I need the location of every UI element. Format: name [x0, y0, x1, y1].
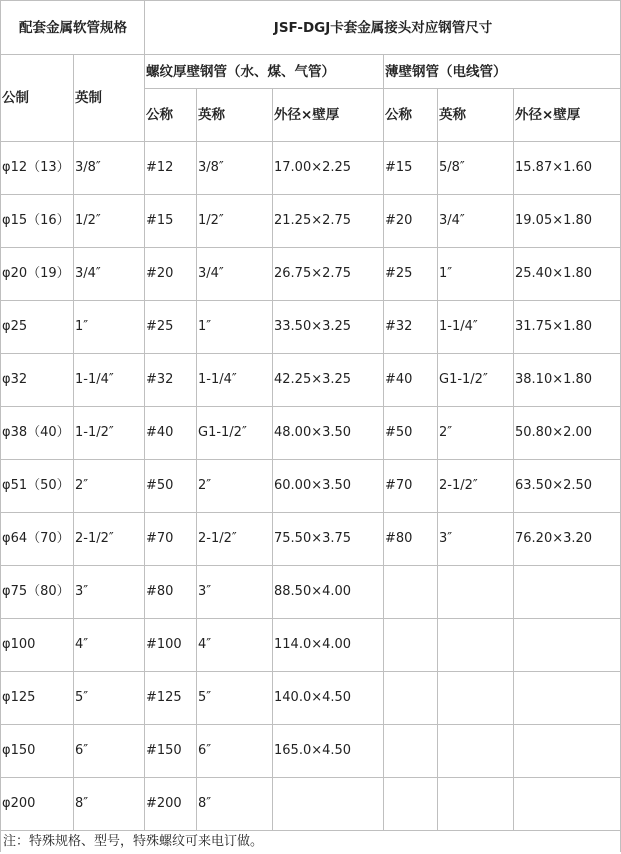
- thin-od-cell: [514, 619, 621, 672]
- thick-od-cell: 75.50×3.75: [273, 513, 384, 566]
- metric-cell: φ51（50）: [1, 460, 74, 513]
- table-row: [1, 725, 621, 778]
- thick-inch-cell: 1″: [197, 301, 273, 354]
- thick-od-cell: 33.50×3.25: [273, 301, 384, 354]
- thick-nominal-cell: #40: [145, 407, 197, 460]
- thick-inch-cell: 2″: [197, 460, 273, 513]
- thin-nominal-cell: #32: [384, 301, 438, 354]
- table-row: [1, 354, 621, 407]
- imperial-cell: 8″: [74, 778, 145, 831]
- thin-od-cell: 19.05×1.80: [514, 195, 621, 248]
- thin-od-cell: [514, 566, 621, 619]
- thin-inch-cell: 2″: [438, 407, 514, 460]
- thick-inch-cell: 8″: [197, 778, 273, 831]
- imperial-cell: 3/8″: [74, 142, 145, 195]
- table-row: [1, 778, 621, 831]
- thin-od-cell: 63.50×2.50: [514, 460, 621, 513]
- thick-od-cell: 88.50×4.00: [273, 566, 384, 619]
- imperial-cell: 2″: [74, 460, 145, 513]
- thick-nominal-cell: #200: [145, 778, 197, 831]
- thick-od-header: 外径×壁厚: [273, 89, 384, 142]
- thin-od-cell: 38.10×1.80: [514, 354, 621, 407]
- thin-nominal-cell: [384, 619, 438, 672]
- thick-nominal-cell: #32: [145, 354, 197, 407]
- col-metric-header: 公制: [1, 55, 74, 142]
- thick-od-cell: 114.0×4.00: [273, 619, 384, 672]
- table-row: [1, 248, 621, 301]
- thick-od-cell: 165.0×4.50: [273, 725, 384, 778]
- thin-inch-cell: [438, 725, 514, 778]
- metric-cell: φ64（70）: [1, 513, 74, 566]
- thin-nominal-cell: [384, 725, 438, 778]
- thin-inch-cell: 1-1/4″: [438, 301, 514, 354]
- right-title: JSF-DGJ卡套金属接头对应钢管尺寸: [145, 1, 621, 55]
- col-imperial-header: 英制: [74, 55, 145, 142]
- imperial-cell: 2-1/2″: [74, 513, 145, 566]
- thin-nominal-cell: #50: [384, 407, 438, 460]
- thick-od-cell: 140.0×4.50: [273, 672, 384, 725]
- thin-nominal-cell: [384, 566, 438, 619]
- thin-od-cell: [514, 725, 621, 778]
- metric-cell: φ200: [1, 778, 74, 831]
- thin-inch-cell: [438, 566, 514, 619]
- thin-od-cell: [514, 672, 621, 725]
- thick-od-cell: 60.00×3.50: [273, 460, 384, 513]
- imperial-cell: 4″: [74, 619, 145, 672]
- table-row: [1, 460, 621, 513]
- table-row: [1, 672, 621, 725]
- table-row: [1, 195, 621, 248]
- thick-nominal-cell: #12: [145, 142, 197, 195]
- thin-nominal-cell: #40: [384, 354, 438, 407]
- thick-inch-cell: G1-1/2″: [197, 407, 273, 460]
- thin-nominal-cell: #25: [384, 248, 438, 301]
- thick-inch-header: 英称: [197, 89, 273, 142]
- thick-od-cell: 21.25×2.75: [273, 195, 384, 248]
- thick-od-cell: [273, 778, 384, 831]
- group-thick-wall: 螺纹厚壁钢管（水、煤、气管）: [145, 55, 384, 89]
- imperial-cell: 3/4″: [74, 248, 145, 301]
- thick-inch-cell: 6″: [197, 725, 273, 778]
- thin-inch-cell: 3/4″: [438, 195, 514, 248]
- thin-nominal-cell: [384, 672, 438, 725]
- metric-cell: φ15（16）: [1, 195, 74, 248]
- thick-nominal-cell: #50: [145, 460, 197, 513]
- table-row: [1, 142, 621, 195]
- note-row: [1, 831, 621, 853]
- metric-cell: φ150: [1, 725, 74, 778]
- thin-inch-cell: 2-1/2″: [438, 460, 514, 513]
- imperial-cell: 3″: [74, 566, 145, 619]
- thick-od-cell: 48.00×3.50: [273, 407, 384, 460]
- thick-nominal-cell: #125: [145, 672, 197, 725]
- thin-od-cell: 31.75×1.80: [514, 301, 621, 354]
- thin-inch-cell: G1-1/2″: [438, 354, 514, 407]
- thin-od-header: 外径×壁厚: [514, 89, 621, 142]
- imperial-cell: 1/2″: [74, 195, 145, 248]
- thin-inch-cell: [438, 672, 514, 725]
- table-row: [1, 566, 621, 619]
- thin-od-cell: [514, 778, 621, 831]
- thick-nominal-cell: #70: [145, 513, 197, 566]
- thin-nominal-header: 公称: [384, 89, 438, 142]
- thick-inch-cell: 2-1/2″: [197, 513, 273, 566]
- thin-od-cell: 76.20×3.20: [514, 513, 621, 566]
- metric-cell: φ125: [1, 672, 74, 725]
- thin-inch-cell: 5/8″: [438, 142, 514, 195]
- imperial-cell: 1-1/2″: [74, 407, 145, 460]
- left-title: 配套金属软管规格: [1, 1, 145, 55]
- metric-cell: φ20（19）: [1, 248, 74, 301]
- thick-inch-cell: 1/2″: [197, 195, 273, 248]
- metric-cell: φ38（40）: [1, 407, 74, 460]
- header-row-title: [1, 1, 621, 55]
- thin-nominal-cell: [384, 778, 438, 831]
- imperial-cell: 1-1/4″: [74, 354, 145, 407]
- thin-inch-cell: [438, 619, 514, 672]
- thin-inch-cell: 1″: [438, 248, 514, 301]
- imperial-cell: 5″: [74, 672, 145, 725]
- thick-od-cell: 26.75×2.75: [273, 248, 384, 301]
- thick-nominal-cell: #80: [145, 566, 197, 619]
- metric-cell: φ100: [1, 619, 74, 672]
- thin-nominal-cell: #70: [384, 460, 438, 513]
- thick-nominal-cell: #20: [145, 248, 197, 301]
- thick-od-cell: 17.00×2.25: [273, 142, 384, 195]
- thick-nominal-cell: #100: [145, 619, 197, 672]
- thick-nominal-cell: #150: [145, 725, 197, 778]
- metric-cell: φ75（80）: [1, 566, 74, 619]
- thick-nominal-header: 公称: [145, 89, 197, 142]
- thin-inch-header: 英称: [438, 89, 514, 142]
- thick-inch-cell: 3/8″: [197, 142, 273, 195]
- thick-inch-cell: 3″: [197, 566, 273, 619]
- metric-cell: φ25: [1, 301, 74, 354]
- thin-od-cell: 15.87×1.60: [514, 142, 621, 195]
- spec-table-body: [1, 1, 621, 853]
- thick-nominal-cell: #15: [145, 195, 197, 248]
- metric-cell: φ12（13）: [1, 142, 74, 195]
- thick-inch-cell: 5″: [197, 672, 273, 725]
- thick-inch-cell: 1-1/4″: [197, 354, 273, 407]
- header-row-groups: [1, 55, 621, 89]
- thick-inch-cell: 3/4″: [197, 248, 273, 301]
- thin-inch-cell: [438, 778, 514, 831]
- thin-nominal-cell: #20: [384, 195, 438, 248]
- imperial-cell: 6″: [74, 725, 145, 778]
- footnote: 注：特殊规格、型号，特殊螺纹可来电订做。: [1, 831, 621, 853]
- thick-inch-cell: 4″: [197, 619, 273, 672]
- thin-od-cell: 50.80×2.00: [514, 407, 621, 460]
- table-row: [1, 619, 621, 672]
- imperial-cell: 1″: [74, 301, 145, 354]
- table-row: [1, 513, 621, 566]
- group-thin-wall: 薄壁钢管（电线管）: [384, 55, 621, 89]
- table-row: [1, 407, 621, 460]
- thin-inch-cell: 3″: [438, 513, 514, 566]
- thin-od-cell: 25.40×1.80: [514, 248, 621, 301]
- thin-nominal-cell: #15: [384, 142, 438, 195]
- thick-nominal-cell: #25: [145, 301, 197, 354]
- thin-nominal-cell: #80: [384, 513, 438, 566]
- table-row: [1, 301, 621, 354]
- metric-cell: φ32: [1, 354, 74, 407]
- thick-od-cell: 42.25×3.25: [273, 354, 384, 407]
